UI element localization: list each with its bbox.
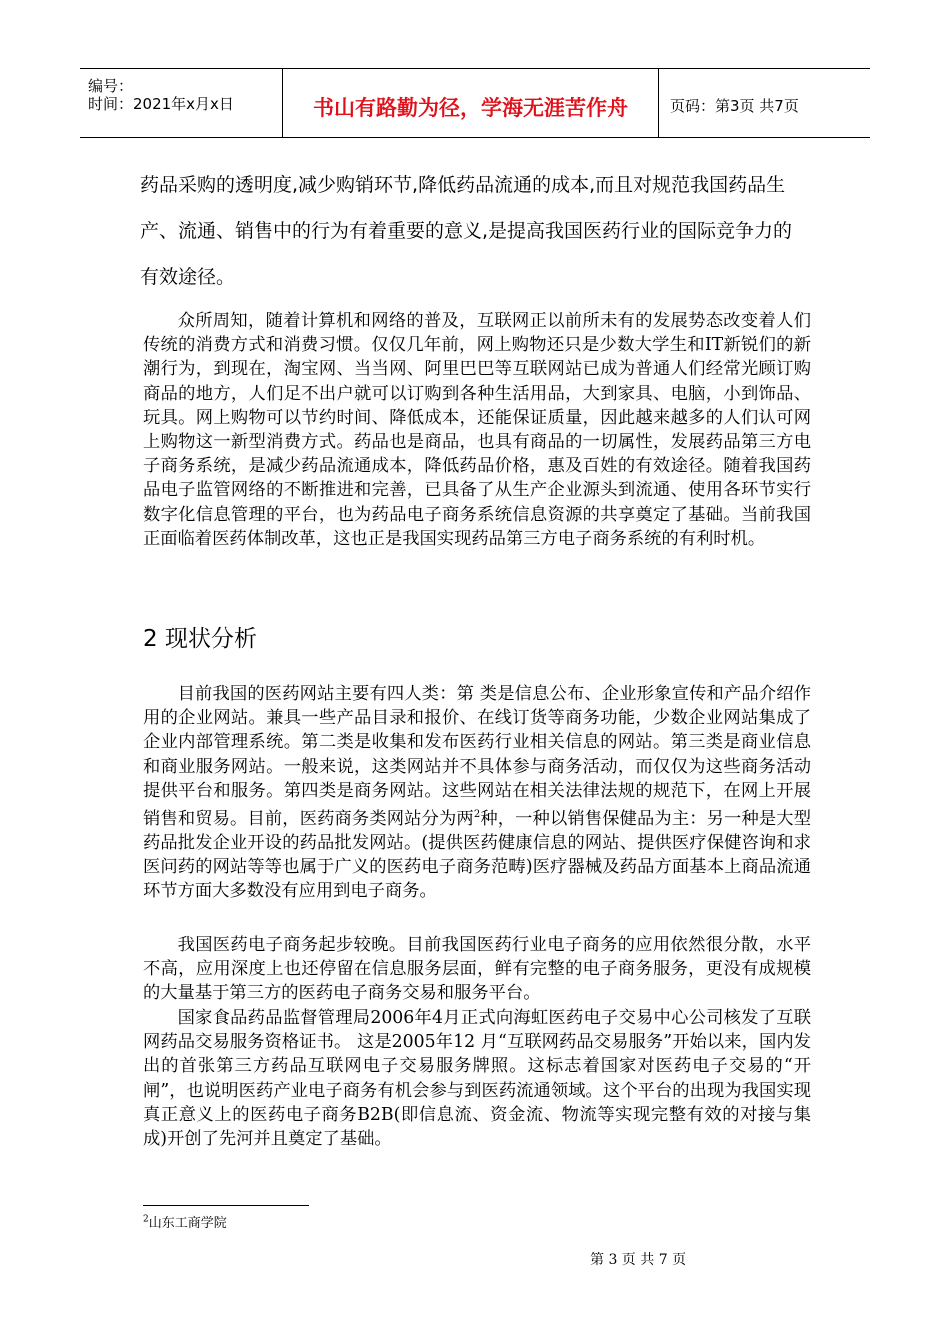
header-meta-cell bbox=[80, 69, 280, 137]
paragraph-website-types bbox=[143, 682, 811, 904]
footnote-text: 山东工商学院 bbox=[148, 1216, 227, 1231]
intro-line: 有效途径。 bbox=[140, 266, 236, 288]
footnote-mark: 2 bbox=[143, 1214, 149, 1225]
paragraph-internet-shopping: 众所周知，随着计算机和网络的普及，互联网正以前所未有的发展势态改变着人们传统的消费方式和消费习惯。仅仅几年前，网上购物还只是少数大学生和IT新锐们的新潮行为，到现在，淘宝网、当当网、阿里巴巴等互联网站已成为普通人们经常光顾订购商品的地方，人们足不出户就可以订购到各种生活用品，大到家具、电脑，小到饰品、玩具。网上购物可以节约时间、降低成本，还能保证质量，因此越来越多的人们认可网上购物这一新型消费方式。药品也是商品，也具有商品的一切属性，发展药品第三方电子商务系统，是减少药品流通成本，降低药品价格，惠及百姓的有效途径。随着我国药品电子监管网络的不断推进和完善，已具备了从生产企业源头到流通、使用各环节实行数字化信息管理的平台，也为药品电子商务系统信息资源的共享奠定了基础。当前我国正面临着医药体制改革，这也正是我国实现药品第三方电子商务系统的有利时机。 bbox=[143, 311, 811, 549]
header-divider bbox=[658, 69, 659, 137]
paragraph-sfda: 国家食品药品监督管理局2006年4月正式向海虹医药电子交易中心公司核发了互联网药品交易服务资格证书。 这是2005年12 月“互联网药品交易服务”开始以来，国内发出的首张第三方药品互联网电子交易服务牌照。这标志着国家对医药电子交易的“开闸”，也说明医药产业电子商务有机会参与到医药流通领域。这个平台的出现为我国实现真正意义上的医药电子商务B2B(即信息流、资金流、物流等实现完整有效的对接与集成)开创了先河并且奠定了基础。 bbox=[143, 1008, 811, 1150]
date-label: 时间：2021年x月x日 bbox=[88, 95, 234, 113]
page-footer: 第 3 页 共 7 页 bbox=[590, 1252, 687, 1268]
section-heading: 2 现状分析 bbox=[143, 626, 257, 652]
header-motto: 书山有路勤为径，学海无涯苦作舟 bbox=[313, 96, 628, 120]
header-page-info: 页码：第3页 共7页 bbox=[670, 97, 799, 115]
intro-line: 产、流通、销售中的行为有着重要的意义,是提高我国医药行业的国际竞争力的 bbox=[140, 220, 793, 242]
paragraph-text: 种，一种以销售保健品为主：另一种是大型药品批发企业开设的药品批发网站。(提供医药健康信息的网站、提供医疗保健咨询和求医问药的网站等等也属于广义的医药电子商务范畴)医疗器械及药品方面基本上商品流通环节方面大多数没有应用到电子商务。 bbox=[143, 808, 811, 902]
intro-line: 药品采购的透明度,减少购销环节,降低药品流通的成本,而且对规范我国药品生 bbox=[140, 174, 786, 196]
footnote-divider bbox=[143, 1205, 309, 1206]
paragraph-development: 我国医药电子商务起步较晚。目前我国医药行业电子商务的应用依然很分散，水平不高，应用深度上也还停留在信息服务层面，鲜有完整的电子商务服务，更没有成规模的大量基于第三方的医药电子商务交易和服务平台。 bbox=[143, 935, 811, 1004]
page-header bbox=[80, 68, 870, 138]
footnote bbox=[143, 1212, 227, 1231]
footnote-reference: 2 bbox=[473, 809, 481, 821]
number-label: 编号： bbox=[88, 77, 134, 95]
paragraph-text: 目前我国的医药网站主要有四人类：第 类是信息公布、企业形象宣传和产品介绍作用的企业网站。兼具一些产品目录和报价、在线订货等商务功能，少数企业网站集成了企业内部管理系统。第二类是收集和发布医药行业相关信息的网站。第三类是商业信息和商业服务网站。一般来说，这类网站并不具体参与商务活动，而仅仅为这些商务活动提供平台和服务。第四类是商务网站。这些网站在相关法律法规的规范下，在网上开展销售和贸易。目前，医药商务类网站分为两 bbox=[143, 684, 811, 829]
intro-paragraph bbox=[140, 162, 820, 300]
